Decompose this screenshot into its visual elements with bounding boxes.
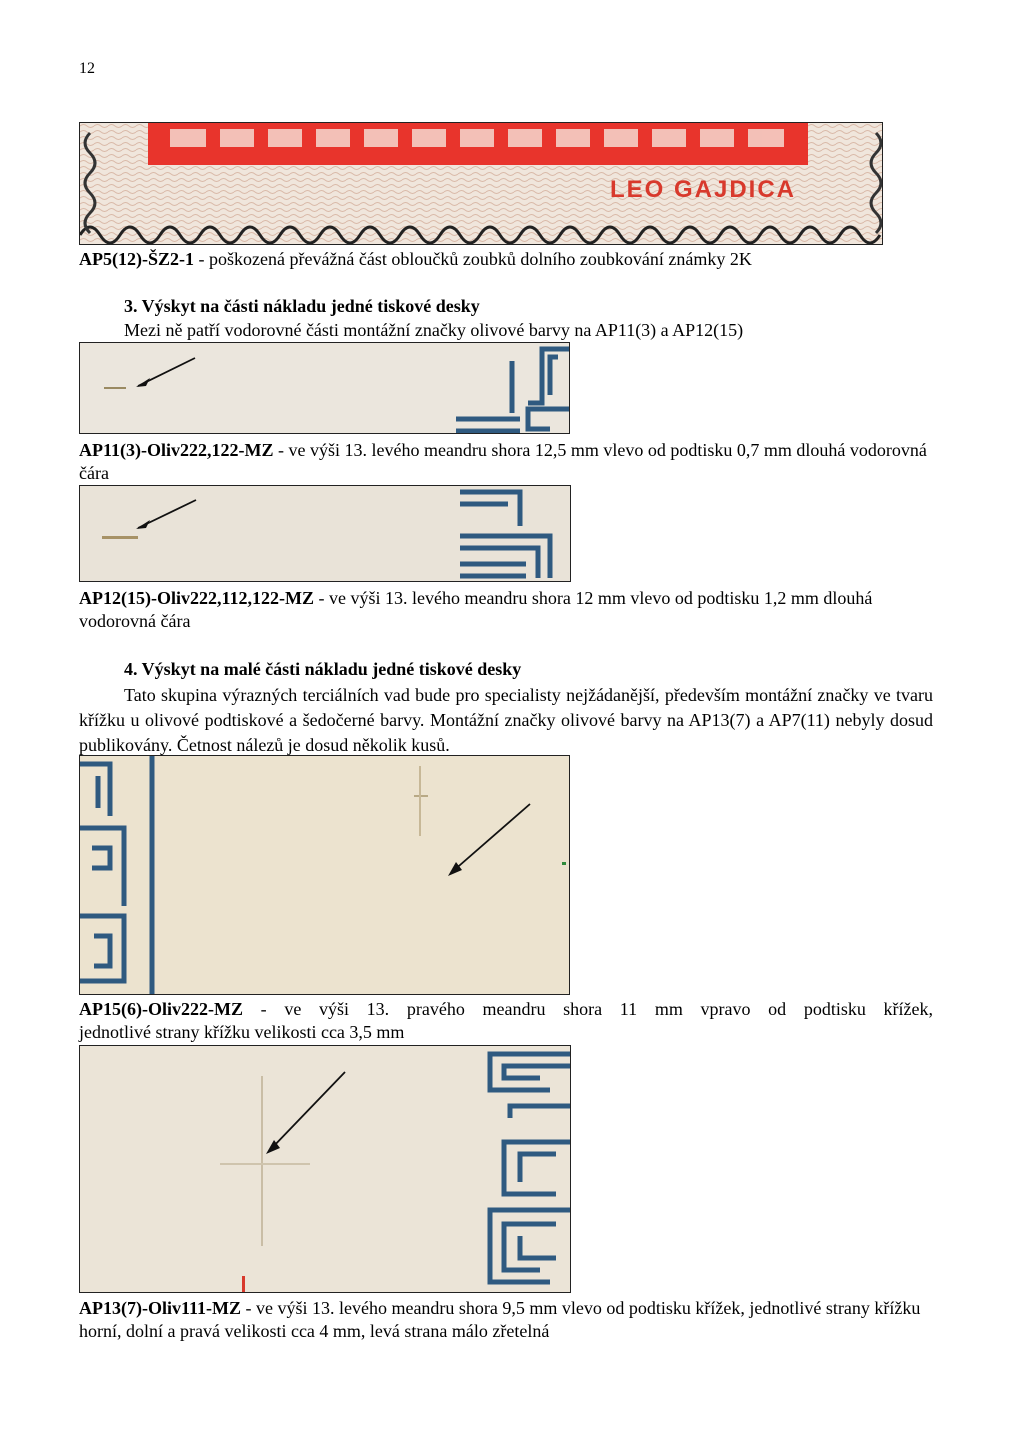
stamp-imprint-text: LEO GAJDICA bbox=[610, 176, 797, 203]
figure4-caption-line2: jednotlivé strany křížku velikosti cca 3,5 mm bbox=[79, 1022, 405, 1042]
section4-text: Tato skupina výrazných terciálních vad bude pro specialisty nejžádanější, především montážní značky ve tvaru křížku u olivové podtiskové a šedočerné barvy. Montážní značky olivové barvy na AP13(7) a AP7(11) nebyly dosud publikovány. Četnost nálezů je dosud několik kusů. bbox=[79, 685, 933, 755]
figure4-text-line1: - ve výši 13. pravého meandru shora 11 mm vpravo od podtisku křížek, bbox=[242, 999, 933, 1019]
figure5-text: - ve výši 13. levého meandru shora 9,5 mm vlevo od podtisku křížek, jednotlivé strany křížku horní, dolní a pravá velikosti cca 4 mm, levá strana málo zřetelná bbox=[79, 1298, 921, 1341]
section4-paragraph bbox=[79, 683, 933, 758]
page-number: 12 bbox=[79, 60, 95, 77]
section3-intro: Mezi ně patří vodorovné části montážní značky olivové barvy na AP11(3) a AP12(15) bbox=[124, 320, 744, 340]
figure4-code: AP15(6)-Oliv222-MZ bbox=[79, 999, 243, 1019]
montage-mark-image-ap11 bbox=[79, 342, 570, 434]
figure1-caption bbox=[79, 248, 933, 271]
section3-title: 3. Výskyt na části nákladu jedné tiskové desky bbox=[124, 296, 480, 316]
figure3-code: AP12(15)-Oliv222,112,122-MZ bbox=[79, 588, 314, 608]
figure2-text: - ve výši 13. levého meandru shora 12,5 mm vlevo od podtisku 0,7 mm dlouhá vodorovná čára bbox=[79, 440, 927, 483]
figure2-caption bbox=[79, 439, 933, 485]
figure3-caption bbox=[79, 587, 933, 633]
figure5-caption bbox=[79, 1297, 933, 1343]
section4-title: 4. Výskyt na malé části nákladu jedné tiskové desky bbox=[124, 659, 522, 679]
figure1-text: - poškozená převážná část obloučků zoubků dolního zoubkování známky 2K bbox=[194, 249, 752, 269]
figure4-caption-line1 bbox=[79, 998, 933, 1021]
stamp-strip-image bbox=[79, 122, 883, 245]
figure5-code: AP13(7)-Oliv111-MZ bbox=[79, 1298, 241, 1318]
figure2-code: AP11(3)-Oliv222,122-MZ bbox=[79, 440, 274, 460]
montage-mark-image-ap15 bbox=[79, 755, 570, 995]
montage-mark-image-ap13 bbox=[79, 1045, 571, 1293]
montage-mark-image-ap12 bbox=[79, 485, 571, 582]
figure3-text: - ve výši 13. levého meandru shora 12 mm vlevo od podtisku 1,2 mm dlouhá vodorovná čára bbox=[79, 588, 873, 631]
figure1-code: AP5(12)-ŠZ2-1 bbox=[79, 249, 194, 269]
